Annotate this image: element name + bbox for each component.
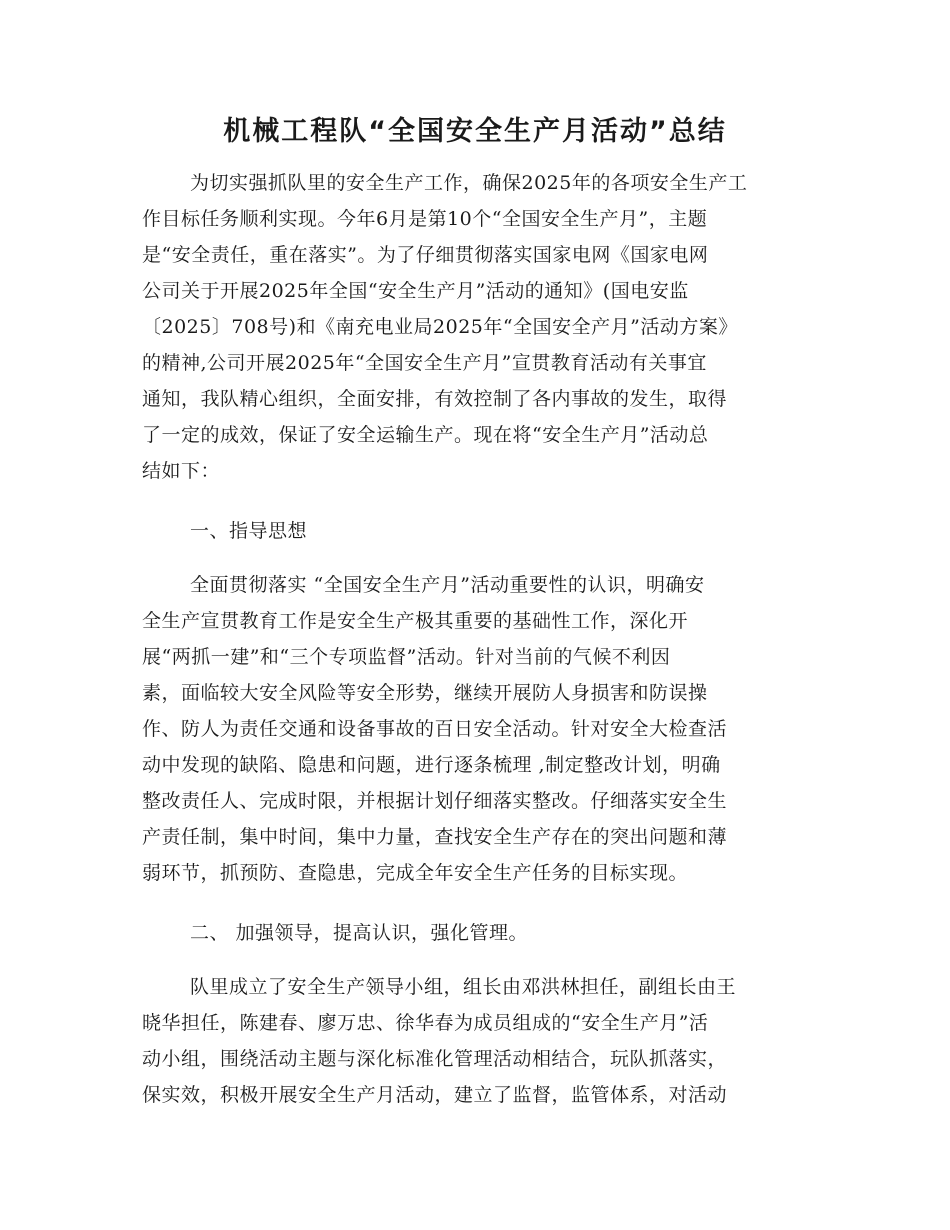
section1-line-7: 整改责任人、完成时限，并根据计划仔细落实整改。仔细落实安全生 <box>142 790 728 812</box>
section1-heading: 一、指导思想 <box>190 520 308 542</box>
intro-line-3: 是“安全责任，重在落实”。为了仔细贯彻落实国家电网《国家电网 <box>142 244 709 266</box>
section1-line-5: 作、防人为责任交通和设备事故的百日安全活动。针对安全大检查活 <box>142 718 728 740</box>
intro-line-9: 结如下： <box>142 460 221 482</box>
intro-line-4: 公司关于开展2025年全国“安全生产月”活动的通知》(国电安监 <box>142 280 689 302</box>
section1-line-4: 素，面临较大安全风险等安全形势，继续开展防人身损害和防误操 <box>142 682 708 704</box>
section1-line-8: 产责任制，集中时间，集中力量，查找安全生产存在的突出问题和薄 <box>142 826 728 848</box>
section2-line-3: 动小组，围绕活动主题与深化标准化管理活动相结合，玩队抓落实， <box>142 1048 728 1070</box>
section1-line-3: 展“两抓一建”和“三个专项监督”活动。针对当前的气候不利因 <box>142 646 671 668</box>
section2-line-4: 保实效，积极开展安全生产月活动，建立了监督，监管体系，对活动 <box>142 1084 728 1106</box>
intro-line-5: 〔2025〕708号)和《南充电业局2025年“全国安全产月”活动方案》 <box>142 316 738 338</box>
section1-line-6: 动中发现的缺陷、隐患和问题，进行逐条梳理 ,制定整改计划，明确 <box>142 754 721 776</box>
section2-heading: 二、 加强领导，提高认识，强化管理。 <box>190 922 529 944</box>
intro-line-8: 了一定的成效，保证了安全运输生产。现在将“安全生产月”活动总 <box>142 424 709 446</box>
intro-line-1: 为切实强抓队里的安全生产工作，确保2025年的各项安全生产工 <box>190 172 748 194</box>
intro-line-2: 作目标任务顺利实现。今年6月是第10个“全国安全生产月”，主题 <box>142 208 708 230</box>
intro-line-7: 通知，我队精心组织，全面安排，有效控制了各内事故的发生，取得 <box>142 388 728 410</box>
section1-line-2: 全生产宣贯教育工作是安全生产极其重要的基础性工作，深化开 <box>142 610 689 632</box>
intro-line-6: 的精神,公司开展2025年“全国安全生产月”宣贯教育活动有关事宜 <box>142 352 707 374</box>
document-title: 机械工程队“全国安全生产月活动”总结 <box>223 116 727 147</box>
section1-line-9: 弱环节，抓预防、查隐患，完成全年安全生产任务的目标实现。 <box>142 862 689 884</box>
section2-line-2: 晓华担任，陈建春、廖万忠、徐华春为成员组成的“安全生产月”活 <box>142 1012 709 1034</box>
section1-line-1: 全面贯彻落实 “全国安全生产月”活动重要性的认识，明确安 <box>190 574 705 596</box>
section2-line-1: 队里成立了安全生产领导小组，组长由邓洪林担任，副组长由王 <box>190 976 737 998</box>
